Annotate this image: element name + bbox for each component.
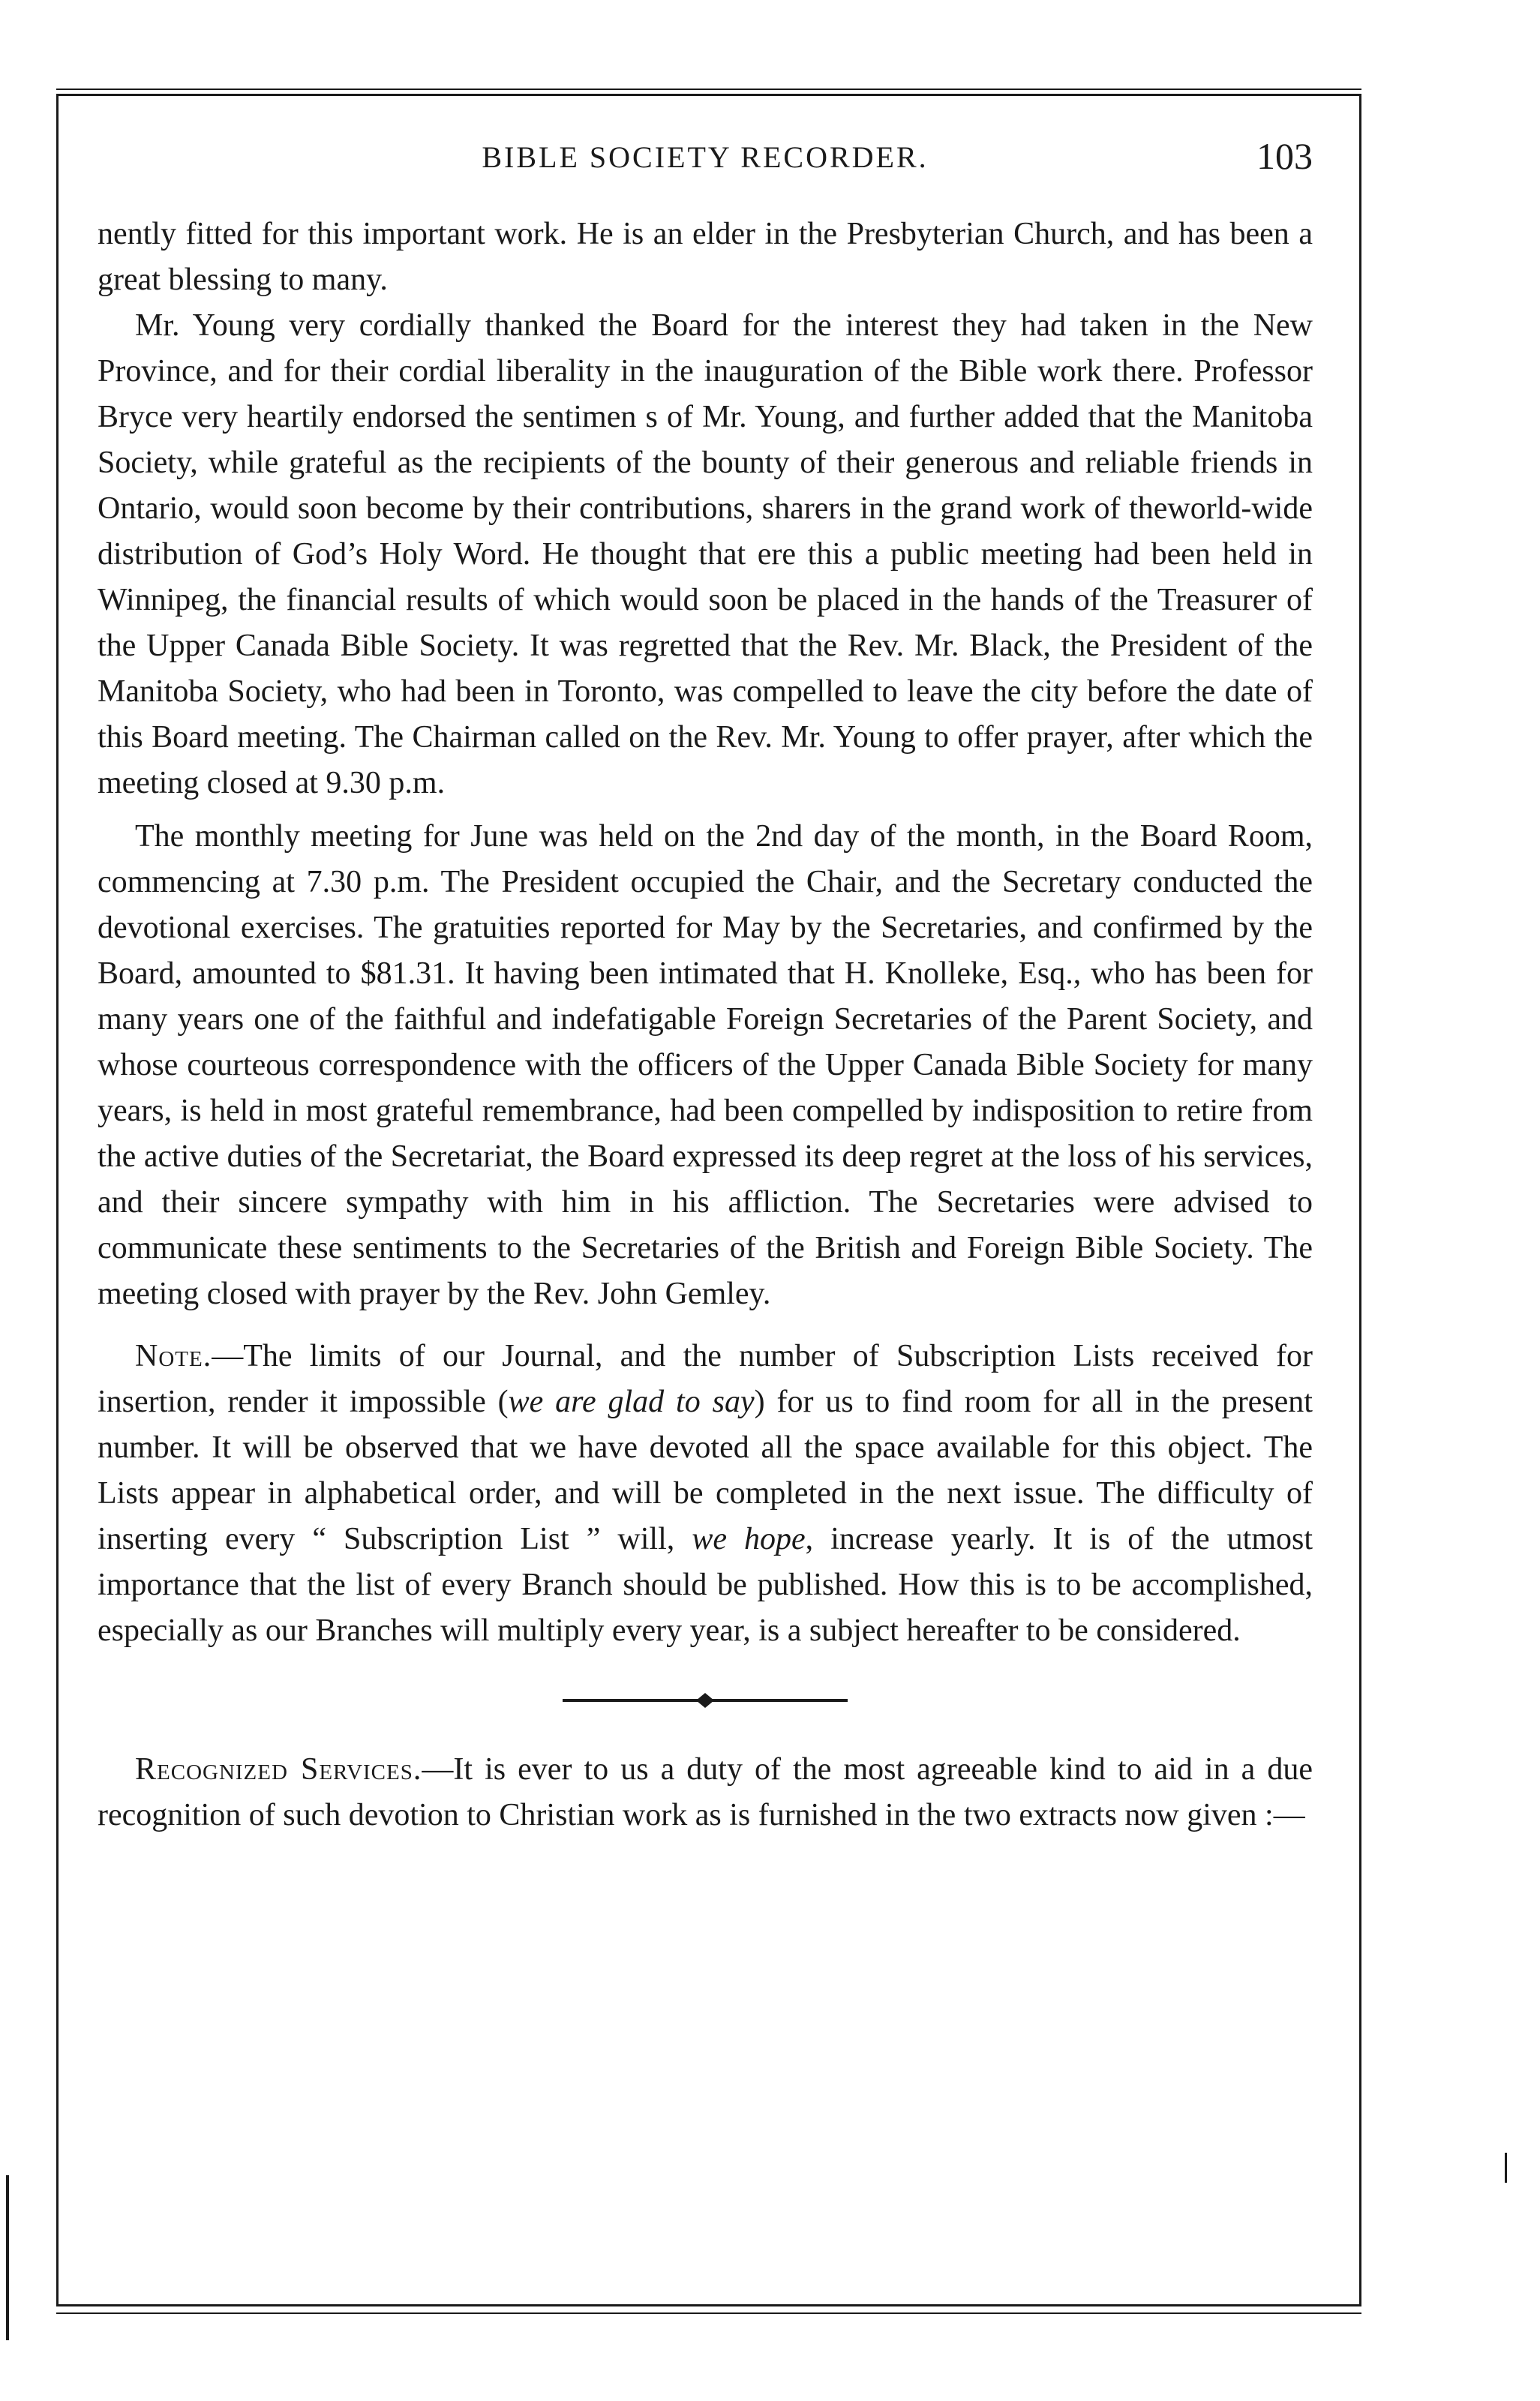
recognized-services-label: Recognized Services. [135, 1752, 422, 1787]
recognized-services-text: —It is ever to us a duty of the most agreeable kind to aid in a due recognition of such devotion to Christian work as is furnished in the two extracts now given :— [98, 1752, 1313, 1832]
page-frame-bottom-rule [56, 2312, 1361, 2314]
rule-with-diamond-ornament-icon [563, 1691, 848, 1709]
note-text-c: , increase yearly. It is of the utmost importance that the list of every Branch should be published. How this is to be accomplished, especially as our Branches will multiply every year, is a subject hereafter to be considered. [98, 1522, 1313, 1648]
running-title: BIBLE SOCIETY RECORDER. [482, 140, 929, 174]
recognized-services-paragraph [98, 1747, 1313, 1838]
note-italic-a: we are glad to say [508, 1385, 755, 1419]
article-body [98, 212, 1313, 1838]
paragraph-manitoba: Mr. Young very cordially thanked the Board for the interest they had taken in the New Province, and for their cordial liberality in the inauguration of the Bible work there. Professor Bryce very heartily endorsed the sentimen s of Mr. Young, and further added that the Manitoba Society, while grateful as the recipients of the bounty of their generous and reliable friends in Ontario, would soon become by their contributions, sharers in the grand work of theworld-wide distribution of God’s Holy Word. He thought that ere this a public meeting had been held in Winnipeg, the financial results of which would soon be placed in the hands of the Treasurer of the Upper Canada Bible Society. It was regretted that the Rev. Mr. Black, the President of the Manitoba Society, who had been in Toronto, was compelled to leave the city before the date of this Board meeting. The Chairman called on the Rev. Mr. Young to offer prayer, after which the meeting closed at 9.30 p.m. [98, 308, 1313, 800]
right-margin-mark [1505, 2153, 1507, 2183]
note-italic-b: we hope [692, 1522, 806, 1556]
note-text-a: —The limits of our Journal, and the number of Subscription Lists received for insertion, render it impossible ( [98, 1339, 1313, 1419]
page-number: 103 [1256, 135, 1313, 177]
left-margin-mark [6, 2175, 9, 2340]
paragraph-june-meeting: The monthly meeting for June was held on the 2nd day of the month, in the Board Room, commencing at 7.30 p.m. The President occupied the Chair, and the Secretary conducted the devotional exercises. The gratuities reported for May by the Secretaries, and confirmed by the Board, amounted to $81.31. It having been intimated that H. Knolleke, Esq., who has been for many years one of the faithful and indefatigable Foreign Secretaries of the Parent Society, and whose courteous correspondence with the officers of the Upper Canada Bible Society for many years, is held in most grateful remembrance, had been compelled by indisposition to retire from the active duties of the Secretariat, the Board expressed its deep regret at the loss of his services, and their sincere sympathy with him in his affliction. The Secretaries were advised to communicate these sentiments to the Secretaries of the British and Foreign Bible Society. The meeting closed with prayer by the Rev. John Gemley. [98, 819, 1313, 1311]
paragraph-continuation: nently fitted for this important work. He is an elder in the Presbyterian Church, and has been a great blessing to many. [98, 217, 1313, 297]
page-header [98, 135, 1313, 188]
note-text-b: ) for us to find room for all in the present number. It will be observed that we have devoted all the space available for this object. The Lists appear in alphabetical order, and will be completed in the next issue. The difficulty of inserting every “ Subscription List ” will, [98, 1385, 1313, 1556]
note-paragraph [98, 1334, 1313, 1654]
note-label: Note. [135, 1339, 212, 1373]
page-frame-top-rule [56, 89, 1361, 90]
